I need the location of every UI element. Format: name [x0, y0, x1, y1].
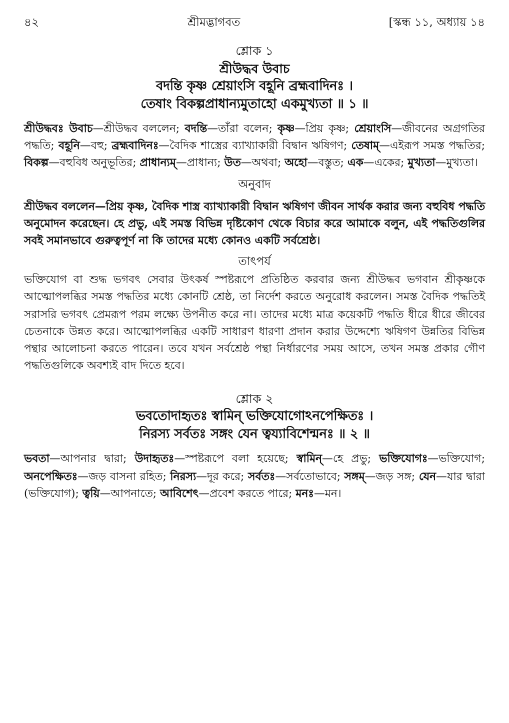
synonym-meaning: প্রাধান্য — [186, 156, 218, 170]
synonym-meaning: হে প্রভু — [332, 452, 368, 466]
chapter-reference: [স্কন্ধ ১১, অধ্যায় ১৪ — [388, 15, 485, 29]
verse-2-title: শ্লোক ২ — [235, 391, 274, 407]
synonym-term: ত্বয়ি — [82, 486, 100, 500]
purport-heading: তাৎপর্য — [238, 254, 271, 269]
synonym-meaning: এইরূপ সমস্ত পদ্ধতির — [390, 139, 482, 153]
verse-2-synonym-item: আবিশেৎ—প্রবেশ করতে পারে; — [160, 486, 296, 500]
synonym-term: আবিশেৎ — [160, 486, 199, 500]
page-number: ৪২ — [24, 15, 39, 29]
synonym-meaning: প্রবেশ করতে পারে — [209, 486, 289, 500]
verse-1-synonym-item: শ্রীউদ্ধবঃ উবাচ—শ্রীউদ্ধব বললেন; — [24, 122, 185, 135]
synonym-term: উদাহৃতঃ — [134, 452, 175, 466]
synonym-meaning: আপনাতে — [110, 486, 153, 500]
verse-1-synonyms — [24, 120, 485, 172]
synonym-meaning: যার দ্বারা (ভক্তিযোগ) — [24, 469, 485, 500]
verse-1-synonym-item: মুখ্যতা—মুখ্যতা। — [407, 156, 478, 170]
verse-1-synonym-item: প্রাধান্যম্—প্রাধান্য; — [139, 156, 225, 170]
synonym-term: এক — [347, 156, 364, 170]
synonym-term: ভক্তিযোগঃ — [379, 452, 428, 466]
synonym-meaning: শ্রীউদ্ধব বললেন — [103, 122, 176, 135]
synonym-meaning: দূর করে — [207, 469, 241, 483]
page-header — [24, 14, 485, 36]
synonym-term: ভবতা — [24, 452, 50, 466]
synonym-term: অহো — [284, 156, 308, 170]
verse-1-line-1: বদন্তি কৃষ্ণ শ্রেয়াংসি বহূনি ব্রহ্মবাদিনঃ । — [156, 79, 353, 94]
synonym-term: ব্রহ্মবাদিনঃ — [111, 139, 159, 153]
verse-1-synonym-item: বিকল্প—বহুবিধ অনুভূতির; — [24, 156, 140, 170]
synonym-term: শ্রীউদ্ধবঃ উবাচ — [24, 122, 93, 135]
synonym-term: বহূনি — [58, 139, 80, 153]
synonym-term: শ্রেয়াংসি — [354, 122, 392, 135]
synonym-term: বদন্তি — [184, 122, 208, 135]
verse-1-purport: ভক্তিযোগ বা শুদ্ধ ভগবৎ সেবার উৎকর্ষ স্পষ্টরূপে প্রতিষ্ঠিত করবার জন্য শ্রীউদ্ধব ভগবান শ্রীকৃষ্ণকে আত্মোপলব্ধির সমস্ত পদ্ধতির মধ্যে কোনটি শ্রেষ্ঠ, তা নির্দেশ করতে অনুরোধ করলেন। সমস্ত বৈদিক পদ্ধতিই সরাসরি ভগবৎ প্রেমরূপ পরম লক্ষ্যে উপনীত করে না। তাদের মধ্যে মাত্র কয়েকটি পদ্ধতি ধীরে ধীরে জীবের চেতনাকে উন্নত করে। আত্মোপলব্ধির একটি সাধারণ ধারণা প্রদান করার উদ্দেশ্যে ঋষিগণ উন্নতির বিভিন্ন পন্থার আলোচনা করতে পারেন। তবে যখন সর্বশ্রেষ্ঠ পন্থা নির্ধারণের সময় আসে, তখন সমস্ত প্রকার গৌণ পদ্ধতিগুলিকে অবশ্যই বাদ দিতে হবে। — [24, 273, 485, 373]
verse-1-synonym-item: উত—অথবা; — [224, 156, 285, 170]
verse-2-synonym-item: মনঃ—মন। — [295, 486, 342, 500]
synonym-meaning: বহু — [90, 139, 104, 153]
synonym-meaning: সর্বতোভাবে — [286, 469, 337, 483]
synonym-meaning: একের — [374, 156, 401, 170]
verse-2-synonym-item: ত্বয়ি—আপনাতে; — [82, 486, 161, 500]
verse-1-line-2: তেষাং বিকল্পপ্রাধান্যমুতাহো একমুখ্যতা ॥ ১ ॥ — [140, 97, 369, 112]
synonym-term: যেন — [418, 469, 437, 483]
verse-1-synonym-item: এক—একের; — [347, 156, 408, 170]
verse-2-synonym-item: অনপেক্ষিতঃ—জড় বাসনা রহিত; — [24, 469, 171, 483]
synonym-term: তেষাম্ — [351, 139, 380, 153]
verse-1-synonym-item: অহো—বস্তুত; — [284, 156, 348, 170]
verse-2-line-2: নিরস্য সর্বতঃ সঙ্গং যেন ত্বয্যাবিশেন্মনঃ ॥ ২ ॥ — [139, 427, 370, 443]
synonym-meaning: জড় সঙ্গ — [375, 469, 412, 483]
synonym-term: বিকল্প — [24, 156, 49, 170]
verse-1-synonym-item: তেষাম্—এইরূপ সমস্ত পদ্ধতির; — [351, 139, 485, 153]
verse-1-synonym-item: ব্রহ্মবাদিনঃ—বৈদিক শাস্ত্রের ব্যাখ্যাকারী বিদ্বান ঋষিগণ; — [111, 139, 352, 153]
synonym-term: মনঃ — [295, 486, 314, 500]
synonym-term: কৃষ্ণ — [277, 122, 295, 135]
verse-1-synonym-item: শ্রেয়াংসি—জীবনের অগ্রগতির পদ্ধতি; — [24, 122, 486, 153]
synonym-term: নিরস্য — [170, 469, 197, 483]
verse-2-synonym-item: সর্বতঃ—সর্বতোভাবে; — [248, 469, 345, 483]
synonym-term: সর্বতঃ — [248, 469, 276, 483]
synonym-term: অনপেক্ষিতঃ — [24, 469, 78, 483]
synonym-meaning: স্পষ্টরূপে বলা হয়েছে — [185, 452, 285, 466]
verse-2-synonym-item: যেন—যার দ্বারা (ভক্তিযোগ); — [24, 469, 485, 500]
synonym-meaning: তাঁরা বলেন — [217, 122, 269, 135]
verse-1-synonym-item: বদন্তি—তাঁরা বলেন; — [184, 122, 278, 135]
synonym-term: প্রাধান্যম্ — [139, 156, 176, 170]
verse-1-speaker: শ্রীউদ্ধব উবাচ — [219, 61, 290, 76]
verse-2-synonym-item: ভক্তিযোগঃ—ভক্তিযোগ; — [379, 452, 485, 466]
verse-1-synonym-item: কৃষ্ণ—প্রিয় কৃষ্ণ; — [277, 122, 355, 135]
synonym-meaning: প্রিয় কৃষ্ণ — [305, 122, 346, 135]
synonym-meaning: মুখ্যতা — [446, 156, 474, 170]
verse-1-title: শ্লোক ১ — [235, 43, 274, 58]
verse-2-synonym-item: সঙ্গম্—জড় সঙ্গ; — [344, 469, 419, 483]
translation-heading: অনুবাদ — [238, 176, 271, 191]
synonym-meaning: বস্তুত — [318, 156, 341, 170]
synonym-term: স্বামিন্ — [296, 452, 323, 466]
verse-1-synonym-item: বহূনি—বহু; — [58, 139, 112, 153]
synonym-meaning: বৈদিক শাস্ত্রের ব্যাখ্যাকারী বিদ্বান ঋষিগণ — [169, 139, 344, 153]
synonym-meaning: মন — [324, 486, 338, 500]
synonym-meaning: অথবা — [251, 156, 278, 170]
synonym-meaning: আপনার দ্বারা — [60, 452, 123, 466]
synonym-term: সঙ্গম্ — [344, 469, 365, 483]
book-title: শ্রীমদ্ভাগবত — [187, 15, 241, 29]
synonym-term: উত — [224, 156, 241, 170]
verse-2-line-1: ভবতোদাহৃতঃ স্বামিন্ ভক্তিযোগোঽনপেক্ষিতঃ । — [135, 409, 374, 425]
verse-2-synonyms — [24, 450, 485, 502]
verse-1-translation: শ্রীউদ্ধব বললেন—প্রিয় কৃষ্ণ, বৈদিক শাস্ত্র ব্যাখ্যাকারী বিদ্বান ঋষিগণ জীবন সার্থক করার জন্য বহুবিধ পদ্ধতি অনুমোদন করেছেন। হে প্রভু, এই সমস্ত বিভিন্ন দৃষ্টিকোণ থেকে বিচার করে আমাকে বলুন, এই পদ্ধতিগুলির সবই সমানভাবে গুরুত্বপূর্ণ না কি তাদের মধ্যে কোনও একটি সর্বশ্রেষ্ঠ। — [24, 199, 485, 248]
verse-2-synonym-item: স্বামিন্—হে প্রভু; — [296, 452, 380, 466]
verse-2-synonym-item: উদাহৃতঃ—স্পষ্টরূপে বলা হয়েছে; — [134, 452, 297, 466]
verse-2-synonym-item: নিরস্য—দূর করে; — [170, 469, 248, 483]
synonym-meaning: ভক্তিযোগ — [438, 452, 482, 466]
synonym-meaning: বহুবিধ অনুভূতির — [59, 156, 133, 170]
synonym-meaning: জীবনের অগ্রগতির পদ্ধতি — [24, 122, 486, 153]
synonym-term: মুখ্যতা — [407, 156, 436, 170]
synonym-meaning: জড় বাসনা রহিত — [88, 469, 163, 483]
verse-2-synonym-item: ভবতা—আপনার দ্বারা; — [24, 452, 135, 466]
